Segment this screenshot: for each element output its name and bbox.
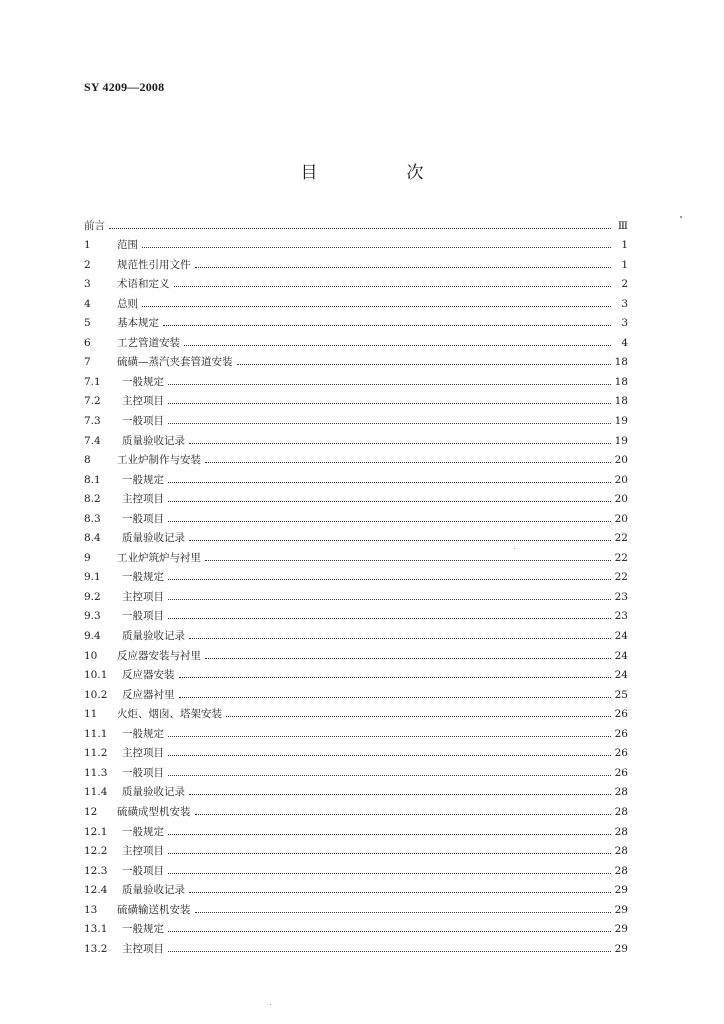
toc-entry-label: 硫磺成型机安装 <box>117 805 191 818</box>
scan-speck <box>514 548 515 549</box>
toc-leader-dots <box>168 521 611 522</box>
toc-entry-label: 主控项目 <box>122 395 164 408</box>
standard-code: SY 4209—2008 <box>84 80 165 94</box>
toc-entry <box>84 329 628 349</box>
toc-entry-number: 8.1 <box>84 473 101 486</box>
toc-entry-label: 工艺管道安装 <box>117 336 180 349</box>
toc-leader-dots <box>205 462 611 463</box>
toc-entry-label: 一般规定 <box>122 825 164 838</box>
toc-entry-label: 反应器安装 <box>122 669 175 682</box>
toc-entry-page: 26 <box>614 708 628 721</box>
toc-entry-label: 工业炉筑炉与衬里 <box>117 551 201 564</box>
toc-entry-number: 7.2 <box>84 395 101 408</box>
toc-entry-number: 9.2 <box>84 590 101 603</box>
page-title: 目 次 <box>300 163 460 183</box>
toc-leader-dots <box>168 755 611 756</box>
toc-entry <box>84 310 628 330</box>
toc-entry-number: 5 <box>84 317 91 330</box>
toc-entry-number: 12 <box>84 805 98 818</box>
toc-leader-dots <box>168 736 611 737</box>
toc-entry <box>84 505 628 525</box>
toc-entry-number: 10.2 <box>84 688 108 701</box>
toc-entry-number: 7.3 <box>84 415 101 428</box>
toc-entry-label: 工业炉制作与安装 <box>117 454 201 467</box>
toc-entry-label: 质量验收记录 <box>122 532 185 545</box>
table-of-contents <box>84 212 628 955</box>
toc-entry-label: 硫磺—蒸汽夹套管道安装 <box>117 356 233 369</box>
toc-entry-page: 23 <box>614 610 628 623</box>
toc-entry <box>84 447 628 467</box>
toc-leader-dots <box>189 638 611 639</box>
toc-entry-label: 主控项目 <box>122 493 164 506</box>
toc-entry-page: 18 <box>614 395 628 408</box>
toc-entry <box>84 349 628 369</box>
toc-entry <box>84 564 628 584</box>
toc-entry-page: 22 <box>614 551 628 564</box>
toc-entry-number: 11.2 <box>84 747 108 760</box>
toc-entry-page: 28 <box>614 864 628 877</box>
toc-entry-number: 13.2 <box>84 942 108 955</box>
toc-entry-number: 11 <box>84 708 98 721</box>
toc-entry <box>84 818 628 838</box>
toc-entry-page: 26 <box>614 727 628 740</box>
toc-entry-page: 3 <box>621 317 628 330</box>
toc-entry-page: 1 <box>621 239 628 252</box>
toc-entry-number: 13 <box>84 903 98 916</box>
toc-leader-dots <box>168 384 611 385</box>
toc-entry-page: 28 <box>614 825 628 838</box>
toc-entry-label: 反应器衬里 <box>122 688 175 701</box>
toc-entry-number: 7 <box>84 356 91 369</box>
toc-entry-page: 23 <box>614 590 628 603</box>
toc-entry-page: 20 <box>614 512 628 525</box>
toc-entry <box>84 740 628 760</box>
toc-entry-page: 24 <box>614 669 628 682</box>
toc-leader-dots <box>109 228 611 229</box>
toc-leader-dots <box>195 912 612 913</box>
toc-entry <box>84 798 628 818</box>
toc-entry-label: 质量验收记录 <box>122 786 185 799</box>
toc-leader-dots <box>168 501 611 502</box>
toc-entry-page: 20 <box>614 454 628 467</box>
toc-entry-number: 8.3 <box>84 512 101 525</box>
toc-entry-number: 8 <box>84 454 91 467</box>
toc-leader-dots <box>184 345 611 346</box>
toc-leader-dots <box>168 423 611 424</box>
toc-leader-dots <box>168 579 611 580</box>
toc-entry <box>84 681 628 701</box>
toc-entry-page: 3 <box>621 297 628 310</box>
toc-entry-page: 29 <box>614 884 628 897</box>
toc-entry-label: 术语和定义 <box>117 278 170 291</box>
toc-entry <box>84 251 628 271</box>
toc-entry-page: 29 <box>614 923 628 936</box>
toc-entry-number: 11.3 <box>84 766 108 779</box>
toc-entry <box>84 368 628 388</box>
toc-entry <box>84 720 628 740</box>
toc-entry-number: 7.1 <box>84 375 101 388</box>
toc-leader-dots <box>168 403 611 404</box>
toc-entry-page: 22 <box>614 532 628 545</box>
toc-entry <box>84 525 628 545</box>
toc-entry-page: 4 <box>621 336 628 349</box>
toc-entry-label: 基本规定 <box>117 317 159 330</box>
toc-leader-dots <box>195 267 612 268</box>
toc-entry-label: 主控项目 <box>122 942 164 955</box>
toc-entry-number: 10.1 <box>84 669 108 682</box>
toc-entry <box>84 662 628 682</box>
toc-entry-label: 硫磺输送机安装 <box>117 903 191 916</box>
toc-entry-label: 一般项目 <box>122 766 164 779</box>
toc-entry-label: 一般规定 <box>122 727 164 740</box>
scan-speck <box>680 216 682 218</box>
toc-entry <box>84 759 628 779</box>
toc-leader-dots <box>168 873 611 874</box>
toc-leader-dots <box>163 325 611 326</box>
toc-entry-number: 8.4 <box>84 532 101 545</box>
toc-entry-page: 20 <box>614 493 628 506</box>
toc-entry-label: 一般项目 <box>122 512 164 525</box>
toc-entry-number: 6 <box>84 336 91 349</box>
toc-entry-number: 7.4 <box>84 434 101 447</box>
toc-entry-number: 9.4 <box>84 630 101 643</box>
toc-entry-page: 1 <box>621 258 628 271</box>
toc-leader-dots <box>237 364 612 365</box>
toc-entry-label: 反应器安装与衬里 <box>117 649 201 662</box>
toc-entry <box>84 407 628 427</box>
toc-entry-label: 质量验收记录 <box>122 884 185 897</box>
toc-entry <box>84 896 628 916</box>
toc-entry-number: 8.2 <box>84 493 101 506</box>
toc-leader-dots <box>168 618 611 619</box>
toc-entry-page: 18 <box>614 356 628 369</box>
toc-entry-page: 20 <box>614 473 628 486</box>
toc-entry <box>84 212 628 232</box>
toc-leader-dots <box>142 306 611 307</box>
scan-speck <box>270 1004 271 1005</box>
toc-entry-label: 一般规定 <box>122 923 164 936</box>
toc-entry-number: 1 <box>84 239 91 252</box>
toc-leader-dots <box>174 286 612 287</box>
toc-entry-label: 一般规定 <box>122 571 164 584</box>
toc-entry-number: 9.3 <box>84 610 101 623</box>
toc-entry-number: 9 <box>84 551 91 564</box>
toc-leader-dots <box>205 658 611 659</box>
toc-entry-page: Ⅲ <box>617 219 628 232</box>
toc-entry-page: 24 <box>614 649 628 662</box>
toc-entry-number: 11.4 <box>84 786 108 799</box>
toc-entry <box>84 427 628 447</box>
toc-entry-page: 29 <box>614 903 628 916</box>
toc-entry <box>84 544 628 564</box>
toc-entry-page: 26 <box>614 766 628 779</box>
toc-entry <box>84 642 628 662</box>
toc-entry-label: 总则 <box>117 297 138 310</box>
toc-entry-page: 24 <box>614 630 628 643</box>
toc-entry <box>84 388 628 408</box>
toc-entry-page: 18 <box>614 375 628 388</box>
toc-leader-dots <box>168 482 611 483</box>
toc-entry-page: 28 <box>614 845 628 858</box>
toc-leader-dots <box>226 716 611 717</box>
toc-leader-dots <box>168 599 611 600</box>
toc-entry-label: 一般项目 <box>122 610 164 623</box>
toc-entry-label: 主控项目 <box>122 590 164 603</box>
toc-entry-page: 28 <box>614 805 628 818</box>
toc-entry-label: 一般规定 <box>122 473 164 486</box>
toc-leader-dots <box>168 834 611 835</box>
toc-entry <box>84 232 628 252</box>
toc-leader-dots <box>179 677 612 678</box>
toc-entry-number: 2 <box>84 258 91 271</box>
toc-entry-page: 19 <box>614 415 628 428</box>
toc-entry-label: 质量验收记录 <box>122 630 185 643</box>
toc-leader-dots <box>168 951 611 952</box>
toc-entry-number: 11.1 <box>84 727 108 740</box>
toc-entry-label: 一般项目 <box>122 864 164 877</box>
toc-entry-label: 主控项目 <box>122 747 164 760</box>
toc-entry-page: 19 <box>614 434 628 447</box>
toc-leader-dots <box>195 814 612 815</box>
toc-entry-number: 13.1 <box>84 923 108 936</box>
toc-entry <box>84 935 628 955</box>
toc-entry-number: 10 <box>84 649 98 662</box>
toc-entry <box>84 271 628 291</box>
toc-entry <box>84 466 628 486</box>
toc-entry <box>84 603 628 623</box>
toc-leader-dots <box>189 443 611 444</box>
toc-entry-label: 范围 <box>117 239 138 252</box>
toc-leader-dots <box>205 560 611 561</box>
toc-entry <box>84 877 628 897</box>
toc-entry <box>84 583 628 603</box>
toc-entry-page: 25 <box>614 688 628 701</box>
toc-entry-label: 主控项目 <box>122 845 164 858</box>
toc-entry-label: 火炬、烟囱、塔架安装 <box>117 708 222 721</box>
toc-entry <box>84 622 628 642</box>
toc-entry-label: 质量验收记录 <box>122 434 185 447</box>
toc-entry-number: 12.2 <box>84 845 108 858</box>
toc-entry-label: 一般项目 <box>122 415 164 428</box>
toc-leader-dots <box>168 931 611 932</box>
toc-entry-page: 26 <box>614 747 628 760</box>
toc-entry <box>84 290 628 310</box>
toc-entry <box>84 916 628 936</box>
toc-entry-label: 一般规定 <box>122 375 164 388</box>
toc-leader-dots <box>189 892 611 893</box>
toc-leader-dots <box>168 775 611 776</box>
toc-entry <box>84 779 628 799</box>
toc-entry-number: 3 <box>84 278 91 291</box>
toc-entry-number: 12.4 <box>84 884 108 897</box>
toc-entry-number: 9.1 <box>84 571 101 584</box>
toc-entry-page: 2 <box>621 278 628 291</box>
toc-entry <box>84 701 628 721</box>
toc-entry-label: 规范性引用文件 <box>117 258 191 271</box>
toc-leader-dots <box>189 540 611 541</box>
toc-entry <box>84 486 628 506</box>
toc-leader-dots <box>142 247 611 248</box>
toc-entry-label: 前言 <box>84 219 105 232</box>
toc-entry <box>84 857 628 877</box>
toc-entry-number: 12.3 <box>84 864 108 877</box>
toc-entry-number: 4 <box>84 297 91 310</box>
toc-leader-dots <box>168 853 611 854</box>
toc-entry-number: 12.1 <box>84 825 108 838</box>
toc-entry-page: 29 <box>614 942 628 955</box>
toc-entry-page: 22 <box>614 571 628 584</box>
toc-entry <box>84 838 628 858</box>
toc-entry-page: 28 <box>614 786 628 799</box>
toc-leader-dots <box>179 697 612 698</box>
toc-leader-dots <box>189 794 611 795</box>
